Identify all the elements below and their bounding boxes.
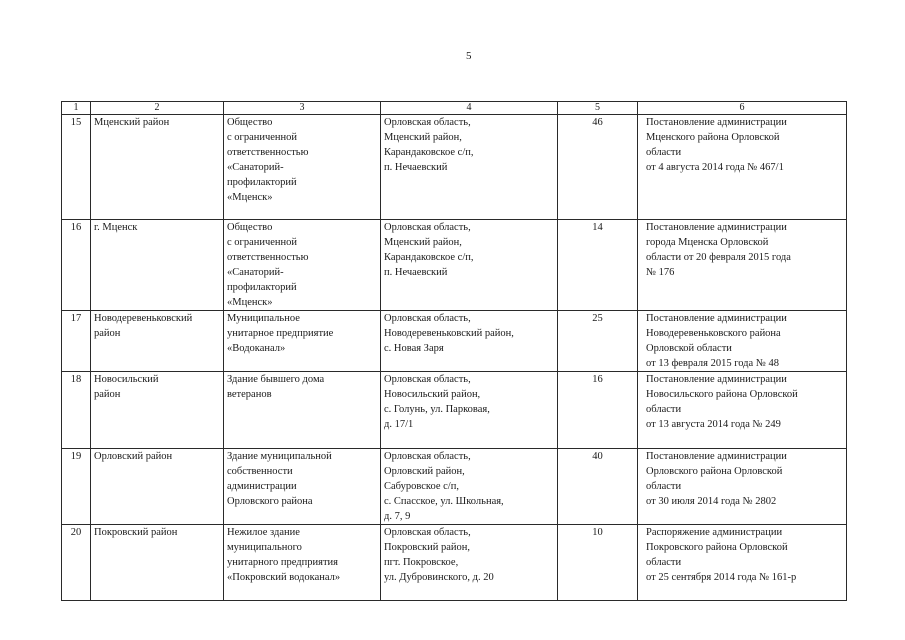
address-cell: Орловская область, Новодеревеньковский район, с. Новая Заря (381, 311, 558, 372)
district-cell: Новодеревеньковский район (91, 311, 224, 372)
document-cell: Постановление администрации Новодеревеньковского района Орловской области от 13 февраля 2015 года № 48 (638, 311, 847, 372)
address-cell: Орловская область, Покровский район, пгт. Покровское, ул. Дубровинского, д. 20 (381, 525, 558, 601)
district-cell: Мценский район (91, 115, 224, 220)
column-header: 2 (91, 102, 224, 115)
document-cell: Постановление администрации города Мценска Орловской области от 20 февраля 2015 года № 176 (638, 220, 847, 311)
district-cell: Покровский район (91, 525, 224, 601)
table-row (62, 220, 847, 311)
district-cell: г. Мценск (91, 220, 224, 311)
table-row (62, 115, 847, 220)
object-cell: Общество с ограниченной ответственностью «Санаторий- профилакторий «Мценск» (224, 115, 381, 220)
column-header: 3 (224, 102, 381, 115)
document-cell: Постановление администрации Орловского района Орловской области от 30 июля 2014 года № 2802 (638, 449, 847, 525)
row-number: 19 (62, 449, 91, 525)
area-cell: 16 (558, 372, 638, 449)
row-number: 18 (62, 372, 91, 449)
area-cell: 14 (558, 220, 638, 311)
column-header: 5 (558, 102, 638, 115)
row-number: 15 (62, 115, 91, 220)
header-row (62, 102, 847, 115)
object-cell: Общество с ограниченной ответственностью «Санаторий- профилакторий «Мценск» (224, 220, 381, 311)
area-cell: 40 (558, 449, 638, 525)
area-cell: 10 (558, 525, 638, 601)
column-header: 4 (381, 102, 558, 115)
row-number: 17 (62, 311, 91, 372)
table-row (62, 525, 847, 601)
row-number: 16 (62, 220, 91, 311)
objects-table (61, 101, 847, 601)
page-number: 5 (466, 50, 472, 62)
column-header: 6 (638, 102, 847, 115)
object-cell: Здание бывшего дома ветеранов (224, 372, 381, 449)
document-cell: Распоряжение администрации Покровского района Орловской области от 25 сентября 2014 года № 161-р (638, 525, 847, 601)
table-row (62, 311, 847, 372)
address-cell: Орловская область, Мценский район, Карандаковское с/п, п. Нечаевский (381, 220, 558, 311)
document-cell: Постановление администрации Мценского района Орловской области от 4 августа 2014 года № 467/1 (638, 115, 847, 220)
object-cell: Здание муниципальной собственности администрации Орловского района (224, 449, 381, 525)
document-cell: Постановление администрации Новосильского района Орловской области от 13 августа 2014 года № 249 (638, 372, 847, 449)
object-cell: Нежилое здание муниципального унитарного предприятия «Покровский водоканал» (224, 525, 381, 601)
row-number: 20 (62, 525, 91, 601)
address-cell: Орловская область, Орловский район, Сабуровское с/п, с. Спасское, ул. Школьная, д. 7, 9 (381, 449, 558, 525)
district-cell: Новосильский район (91, 372, 224, 449)
district-cell: Орловский район (91, 449, 224, 525)
object-cell: Муниципальное унитарное предприятие «Водоканал» (224, 311, 381, 372)
address-cell: Орловская область, Новосильский район, с. Голунь, ул. Парковая, д. 17/1 (381, 372, 558, 449)
table-row (62, 449, 847, 525)
area-cell: 46 (558, 115, 638, 220)
address-cell: Орловская область, Мценский район, Карандаковское с/п, п. Нечаевский (381, 115, 558, 220)
table-row (62, 372, 847, 449)
area-cell: 25 (558, 311, 638, 372)
column-header: 1 (62, 102, 91, 115)
